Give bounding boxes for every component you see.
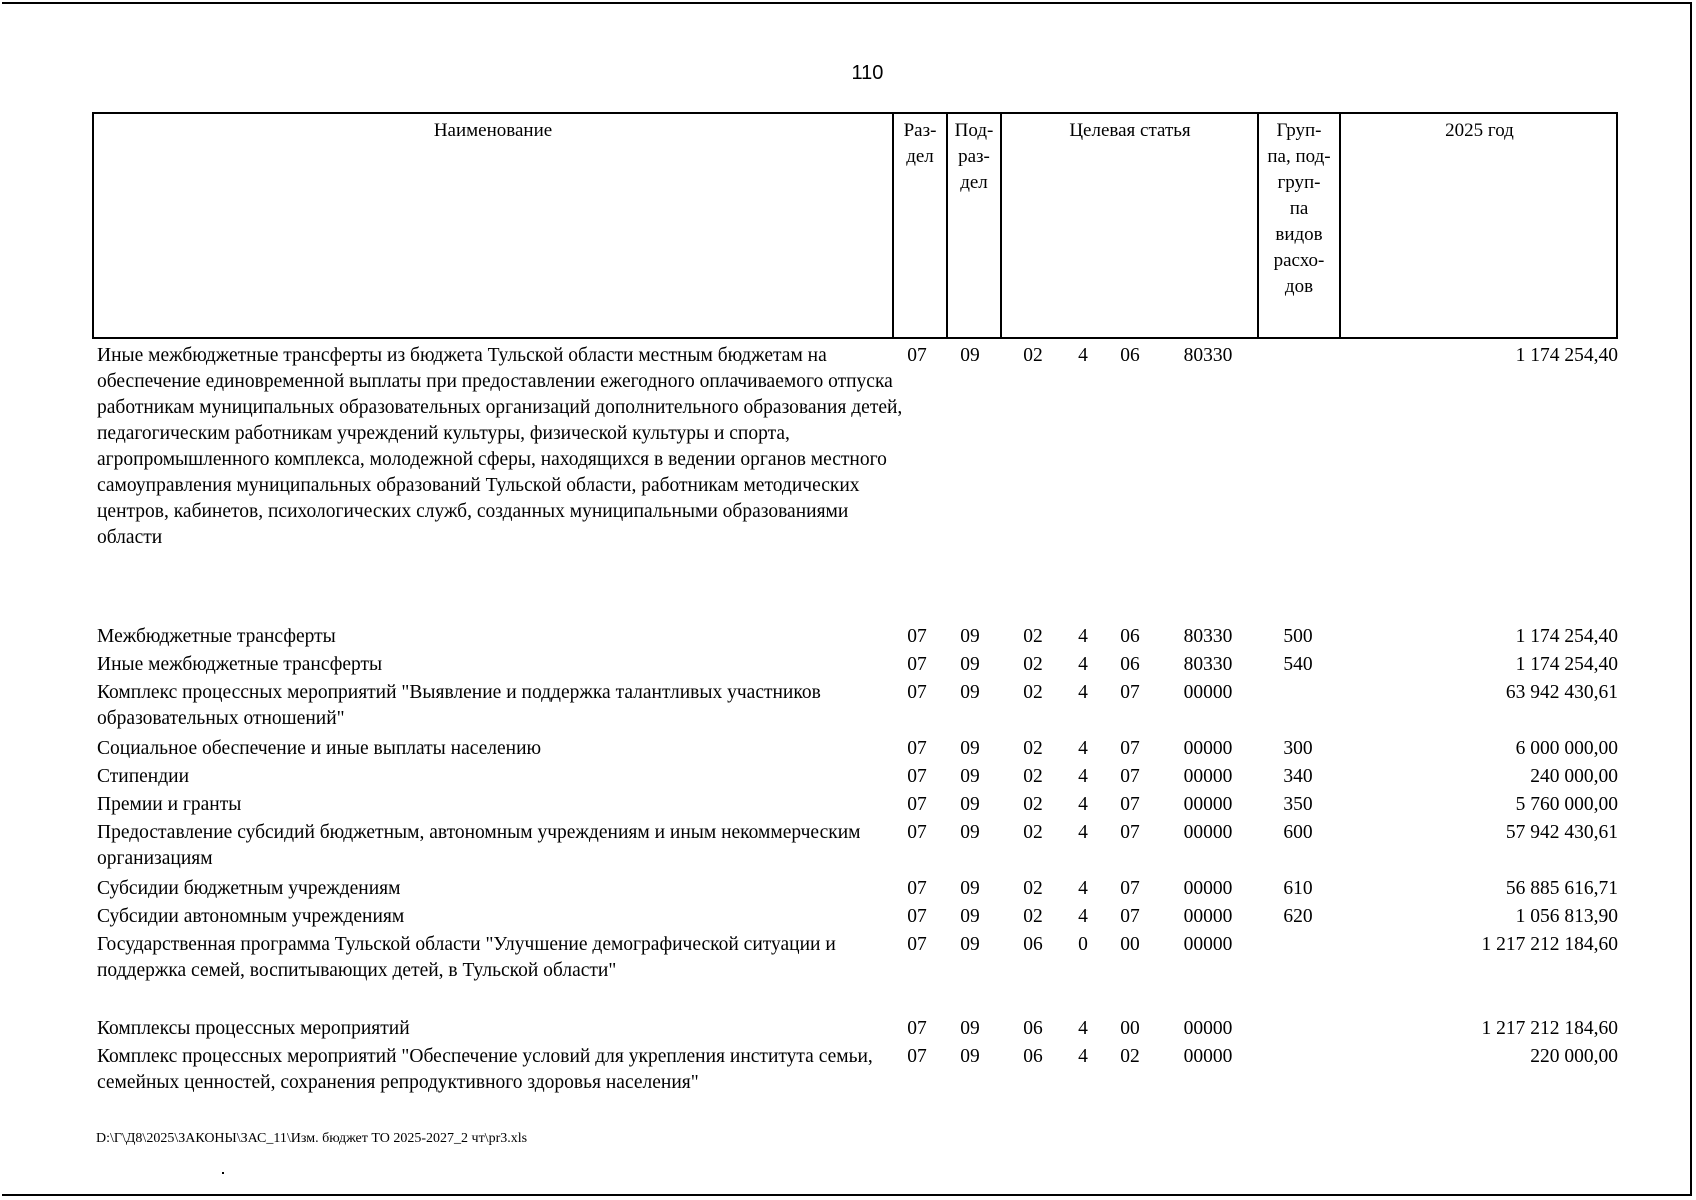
- row-c3: 07: [1120, 822, 1140, 843]
- row-razdel: 07: [907, 626, 927, 647]
- row-c2: 4: [1078, 822, 1088, 843]
- row-c4: 00000: [1183, 822, 1233, 843]
- row-podrazdel: 09: [960, 345, 980, 366]
- row-name: Предоставление субсидий бюджетным, автономным учреждениям и иным некоммерческим организациям: [97, 822, 861, 869]
- row-c3: 07: [1120, 794, 1140, 815]
- table-row: [92, 928, 1618, 1012]
- row-razdel: 07: [907, 822, 927, 843]
- table-row: [92, 872, 1618, 900]
- row-c4: 80330: [1183, 345, 1233, 366]
- row-c2: 4: [1078, 906, 1088, 927]
- row-c1: 06: [1023, 934, 1043, 955]
- table-body: [92, 339, 1618, 1096]
- row-podrazdel: 09: [960, 626, 980, 647]
- row-c1: 02: [1023, 345, 1043, 366]
- header-gruppa: Груп- па, под- груп- па видов расхо- дов: [1267, 120, 1331, 297]
- row-gruppa: 540: [1283, 654, 1313, 675]
- page-number: 110: [851, 62, 884, 84]
- row-amount: 1 174 254,40: [1515, 345, 1618, 366]
- row-c3: 07: [1120, 906, 1140, 927]
- row-razdel: 07: [907, 794, 927, 815]
- row-amount: 1 217 212 184,60: [1481, 1018, 1618, 1039]
- row-c4: 00000: [1183, 766, 1233, 787]
- row-c4: 00000: [1183, 1018, 1233, 1039]
- row-razdel: 07: [907, 654, 927, 675]
- row-amount: 5 760 000,00: [1515, 794, 1618, 815]
- row-c3: 07: [1120, 682, 1140, 703]
- table-row: [92, 732, 1618, 760]
- header-celevaya: Целевая статья: [1069, 120, 1191, 141]
- row-c1: 02: [1023, 654, 1043, 675]
- row-c2: 4: [1078, 1018, 1088, 1039]
- row-c3: 07: [1120, 766, 1140, 787]
- row-razdel: 07: [907, 1046, 927, 1067]
- row-c2: 0: [1078, 934, 1088, 955]
- row-c4: 00000: [1183, 1046, 1233, 1067]
- header-year: 2025 год: [1445, 120, 1514, 141]
- row-c2: 4: [1078, 626, 1088, 647]
- row-amount: 1 056 813,90: [1515, 906, 1618, 927]
- row-c3: 06: [1120, 654, 1140, 675]
- row-c1: 02: [1023, 626, 1043, 647]
- table-row: [92, 676, 1618, 732]
- row-name: Государственная программа Тульской области "Улучшение демографической ситуации и поддержка семей, воспитывающих детей, в Тульской области": [97, 934, 836, 981]
- row-gruppa: 300: [1283, 738, 1313, 759]
- row-name: Комплексы процессных мероприятий: [97, 1018, 410, 1039]
- row-name: Комплекс процессных мероприятий "Выявление и поддержка талантливых участников образовательных отношений": [97, 682, 821, 729]
- row-c3: 00: [1120, 934, 1140, 955]
- scan-dot: [222, 1172, 224, 1174]
- row-c4: 00000: [1183, 794, 1233, 815]
- table-row: [92, 788, 1618, 816]
- row-amount: 56 885 616,71: [1505, 878, 1618, 899]
- row-gruppa: 620: [1283, 906, 1313, 927]
- row-c2: 4: [1078, 345, 1088, 366]
- row-razdel: 07: [907, 878, 927, 899]
- row-name: Иные межбюджетные трансферты из бюджета Тульской области местным бюджетам на обеспечение единовременной выплаты при предоставлении ежегодного оплачиваемого отпуска работникам муниципальных образовательных организаций дополнительного образования детей, педагогическим работникам учреждений культуры, физической культуры и спорта, агропромышленного комплекса, молодежной сферы, находящихся в ведении органов местного самоуправления муниципальных образований Тульской области, работникам методических центров, кабинетов, психологических служб, созданных муниципальными образованиями области: [97, 345, 903, 548]
- row-c1: 02: [1023, 906, 1043, 927]
- table-row: [92, 816, 1618, 872]
- row-name: Субсидии автономным учреждениям: [97, 906, 405, 927]
- row-podrazdel: 09: [960, 1046, 980, 1067]
- row-podrazdel: 09: [960, 878, 980, 899]
- row-c2: 4: [1078, 878, 1088, 899]
- row-name: Премии и гранты: [97, 794, 242, 815]
- row-razdel: 07: [907, 682, 927, 703]
- row-gruppa: 500: [1283, 626, 1313, 647]
- row-name: Субсидии бюджетным учреждениям: [97, 878, 401, 899]
- row-amount: 6 000 000,00: [1515, 738, 1618, 759]
- row-c4: 00000: [1183, 934, 1233, 955]
- row-c4: 00000: [1183, 682, 1233, 703]
- row-podrazdel: 09: [960, 1018, 980, 1039]
- row-c1: 06: [1023, 1018, 1043, 1039]
- row-c4: 00000: [1183, 738, 1233, 759]
- row-c2: 4: [1078, 766, 1088, 787]
- row-c1: 02: [1023, 766, 1043, 787]
- row-gruppa: 600: [1283, 822, 1313, 843]
- table-row: [92, 648, 1618, 676]
- row-c2: 4: [1078, 1046, 1088, 1067]
- row-name: Социальное обеспечение и иные выплаты населению: [97, 738, 542, 759]
- row-podrazdel: 09: [960, 654, 980, 675]
- row-c1: 02: [1023, 794, 1043, 815]
- row-c1: 02: [1023, 682, 1043, 703]
- row-podrazdel: 09: [960, 906, 980, 927]
- row-c3: 07: [1120, 738, 1140, 759]
- row-razdel: 07: [907, 766, 927, 787]
- row-podrazdel: 09: [960, 766, 980, 787]
- row-razdel: 07: [907, 1018, 927, 1039]
- table-row: [92, 1012, 1618, 1040]
- row-c3: 06: [1120, 626, 1140, 647]
- row-amount: 1 174 254,40: [1515, 654, 1618, 675]
- row-c2: 4: [1078, 738, 1088, 759]
- row-c1: 02: [1023, 822, 1043, 843]
- header-name: Наименование: [433, 120, 553, 141]
- table-row: [92, 1040, 1618, 1096]
- row-name: Иные межбюджетные трансферты: [97, 654, 383, 675]
- row-amount: 63 942 430,61: [1505, 682, 1618, 703]
- row-name: Стипендии: [97, 766, 190, 787]
- row-c1: 02: [1023, 738, 1043, 759]
- row-c2: 4: [1078, 794, 1088, 815]
- row-gruppa: 610: [1283, 878, 1313, 899]
- row-amount: 240 000,00: [1530, 766, 1618, 787]
- table-row: [92, 620, 1618, 648]
- header-podrazdel: Под- раз- дел: [954, 120, 994, 193]
- table-row: [92, 760, 1618, 788]
- row-c2: 4: [1078, 654, 1088, 675]
- table-row: [92, 339, 1618, 620]
- row-amount: 220 000,00: [1530, 1046, 1618, 1067]
- row-podrazdel: 09: [960, 794, 980, 815]
- row-name: Межбюджетные трансферты: [97, 626, 336, 647]
- row-c4: 00000: [1183, 878, 1233, 899]
- row-gruppa: 350: [1283, 794, 1313, 815]
- row-amount: 1 174 254,40: [1515, 626, 1618, 647]
- row-razdel: 07: [907, 738, 927, 759]
- row-podrazdel: 09: [960, 822, 980, 843]
- row-amount: 1 217 212 184,60: [1481, 934, 1618, 955]
- row-c4: 00000: [1183, 906, 1233, 927]
- row-podrazdel: 09: [960, 738, 980, 759]
- table-header: [92, 112, 1618, 339]
- row-podrazdel: 09: [960, 682, 980, 703]
- row-c3: 07: [1120, 878, 1140, 899]
- row-razdel: 07: [907, 345, 927, 366]
- row-c4: 80330: [1183, 654, 1233, 675]
- row-amount: 57 942 430,61: [1505, 822, 1618, 843]
- row-razdel: 07: [907, 906, 927, 927]
- row-razdel: 07: [907, 934, 927, 955]
- table-row: [92, 900, 1618, 928]
- row-c1: 02: [1023, 878, 1043, 899]
- row-c1: 06: [1023, 1046, 1043, 1067]
- header-razdel: Раз- дел: [903, 120, 937, 167]
- footer-file-path: D:\Г\Д8\2025\ЗАКОНЫ\ЗАС_11\Изм. бюджет ТО 2025-2027_2 чт\pr3.xls: [96, 1131, 528, 1146]
- row-name: Комплекс процессных мероприятий "Обеспечение условий для укрепления института семьи, семейных ценностей, сохранения репродуктивного здоровья населения": [97, 1046, 873, 1093]
- row-c3: 06: [1120, 345, 1140, 366]
- row-podrazdel: 09: [960, 934, 980, 955]
- row-c4: 80330: [1183, 626, 1233, 647]
- row-c2: 4: [1078, 682, 1088, 703]
- row-c3: 02: [1120, 1046, 1140, 1067]
- row-c3: 00: [1120, 1018, 1140, 1039]
- row-gruppa: 340: [1283, 766, 1313, 787]
